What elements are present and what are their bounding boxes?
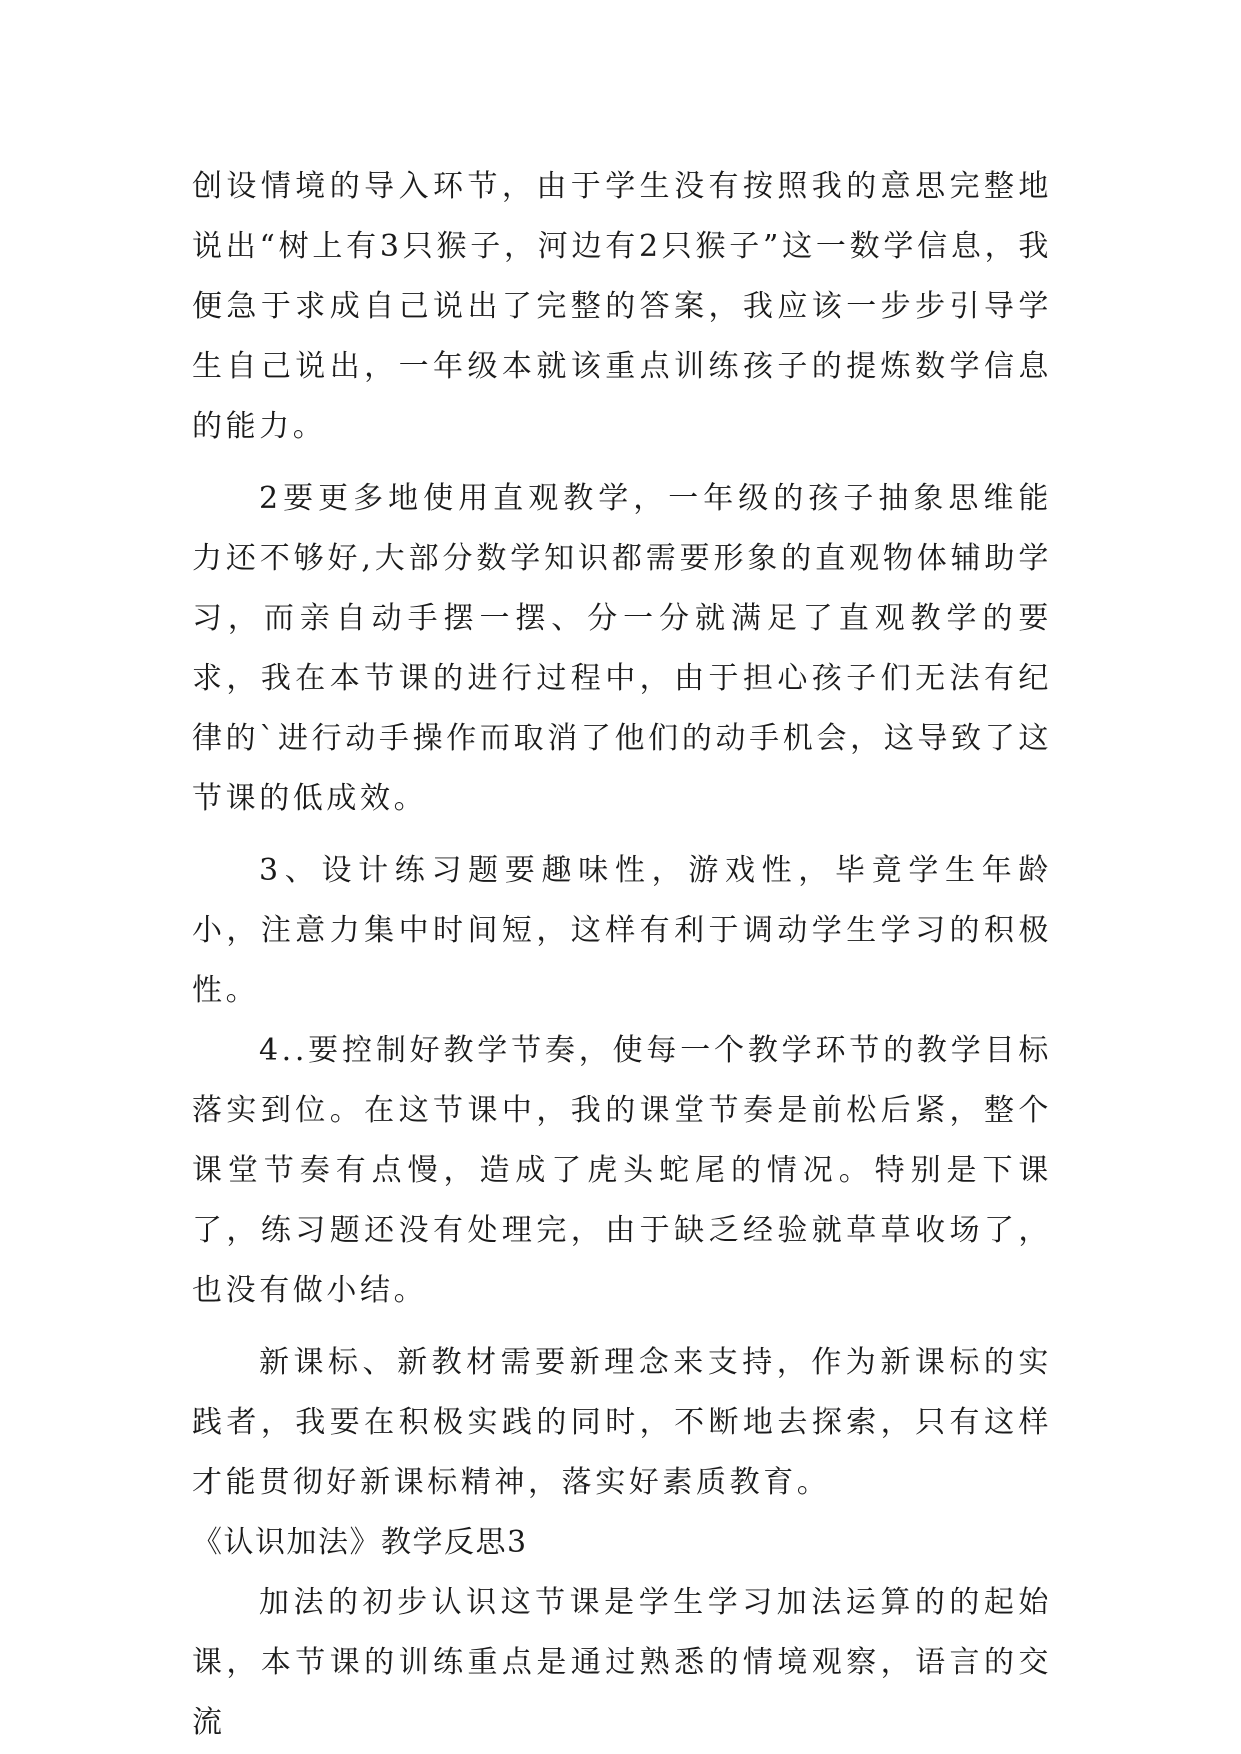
paragraph-intro: 创设情境的导入环节，由于学生没有按照我的意思完整地说出“树上有3只猴子，河边有2只猴子”这一数学信息，我便急于求成自己说出了完整的答案，我应该一步步引导学生自己说出，一年级本就该重点训练孩子的提炼数学信息的能力。 <box>192 169 1052 444</box>
paragraph-point-3: 3、设计练习题要趣味性，游戏性，毕竟学生年龄小，注意力集中时间短，这样有利于调动学生学习的积极性。 <box>192 853 1052 1008</box>
paragraph-point-4: 4..要控制好教学节奏，使每一个教学环节的教学目标落实到位。在这节课中，我的课堂节奏是前松后紧，整个课堂节奏有点慢，造成了虎头蛇尾的情况。特别是下课了，练习题还没有处理完，由于缺乏经验就草草收场了，也没有做小结。 <box>192 1033 1052 1308</box>
paragraph-section-3-intro: 加法的初步认识这节课是学生学习加法运算的的起始课，本节课的训练重点是通过熟悉的情境观察，语言的交流 <box>192 1585 1052 1740</box>
document-page <box>192 157 1052 1753</box>
paragraph-point-2: 2要更多地使用直观教学，一年级的孩子抽象思维能力还不够好,大部分数学知识都需要形象的直观物体辅助学习，而亲自动手摆一摆、分一分就满足了直观教学的要求，我在本节课的进行过程中，由于担心孩子们无法有纪律的`进行动手操作而取消了他们的动手机会，这导致了这节课的低成效。 <box>192 481 1052 816</box>
section-heading: 《认识加法》教学反思3 <box>192 1525 528 1560</box>
paragraph-conclusion: 新课标、新教材需要新理念来支持，作为新课标的实践者，我要在积极实践的同时，不断地去探索，只有这样才能贯彻好新课标精神，落实好素质教育。 <box>192 1345 1052 1500</box>
